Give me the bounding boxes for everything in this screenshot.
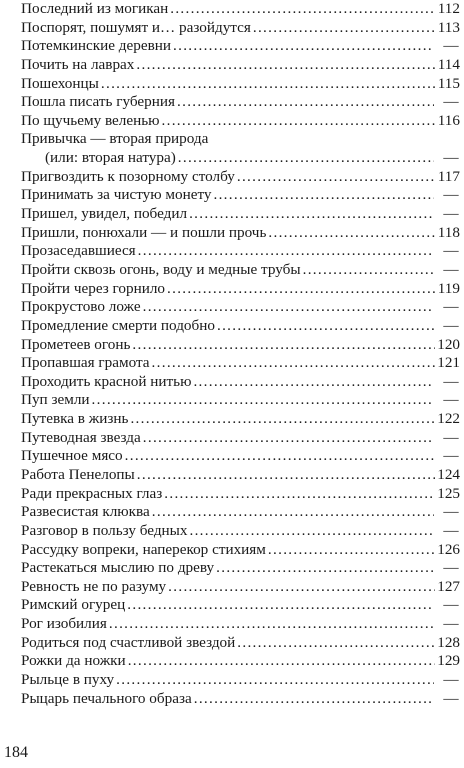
toc-entry [21, 242, 460, 261]
dot-leader [217, 317, 434, 336]
toc-entry [21, 429, 460, 448]
toc-entry-title: Пошехонцы [21, 74, 99, 92]
toc-entry-title: Прокрустово ложе [21, 298, 141, 316]
dot-leader [216, 559, 434, 578]
toc-entry-title: Путевка в жизнь [21, 410, 129, 428]
toc-entry-page: 128 [437, 633, 460, 651]
toc-entry [21, 317, 460, 336]
toc-entry-title: (или: вторая натура) [45, 149, 176, 167]
dot-leader [127, 596, 434, 615]
toc-entry [21, 19, 460, 38]
toc-entry [21, 336, 460, 355]
toc-entry-page: 126 [437, 540, 460, 558]
dot-leader [136, 56, 435, 75]
dot-leader [268, 224, 435, 243]
toc-entry [21, 0, 460, 19]
toc-entry-title: Рожки да ножки [21, 652, 126, 670]
toc-entry-title: Пошла писать губерния [21, 93, 175, 111]
toc-entry-page: 124 [437, 466, 460, 483]
dot-leader [173, 37, 434, 56]
toc-entry-page: 119 [437, 279, 460, 297]
toc-entry-title: Рыльце в пуху [21, 671, 115, 689]
toc-entry-title: Растекаться мыслию по древу [21, 559, 215, 577]
toc-entry-title: Пройти через горнило [21, 279, 166, 297]
toc-entry [21, 354, 460, 373]
toc-entry [21, 410, 460, 429]
toc-entry [21, 93, 460, 112]
toc-entry-title: Поспорят, пошумят и… разойдутся [21, 18, 251, 36]
toc-entry-page: — [443, 521, 459, 539]
dot-leader [237, 634, 435, 653]
dot-leader [170, 0, 436, 19]
dot-leader [194, 690, 434, 709]
toc-entry-page: — [443, 298, 459, 316]
toc-entry [21, 186, 460, 205]
toc-entry-title: Пропавшая грамота [21, 354, 150, 372]
toc-entry-page: — [443, 689, 459, 707]
dot-leader [92, 391, 434, 410]
toc-entry-page: 117 [437, 167, 460, 185]
toc-entry [21, 149, 460, 168]
dot-leader [167, 280, 436, 299]
toc-entry [21, 130, 460, 149]
toc-entry-page: 125 [437, 484, 460, 502]
toc-entry [21, 447, 460, 466]
dot-leader [162, 112, 436, 131]
toc-entry-page: — [443, 428, 459, 446]
toc-entry-title: Потемкинские деревни [21, 37, 171, 55]
toc-entry-title: Пушечное мясо [21, 447, 123, 465]
table-of-contents [21, 0, 460, 708]
toc-entry-title: Пройти сквозь огонь, воду и медные трубы [21, 260, 301, 278]
toc-entry [21, 37, 460, 56]
toc-entry [21, 615, 460, 634]
dot-leader [138, 242, 434, 261]
toc-entry [21, 597, 460, 616]
dot-leader [237, 168, 436, 187]
toc-entry-title: Ради прекрасных глаз [21, 484, 163, 502]
toc-entry [21, 522, 460, 541]
toc-entry [21, 578, 460, 597]
dot-leader [268, 541, 435, 560]
dot-leader [253, 19, 436, 38]
dot-leader [152, 503, 434, 522]
toc-entry-page: — [443, 372, 459, 390]
page-number: 184 [4, 744, 28, 761]
toc-entry-page: 121 [437, 354, 460, 372]
toc-entry-title: Проходить красной нитью [21, 372, 192, 390]
toc-entry [21, 112, 460, 131]
toc-entry-title: Последний из могикан [21, 0, 169, 17]
toc-entry-title: Разговор в пользу бедных [21, 521, 188, 539]
toc-entry [21, 298, 460, 317]
toc-entry-title: Родиться под счастливой звездой [21, 633, 236, 651]
dot-leader [189, 205, 434, 224]
toc-entry [21, 168, 460, 187]
toc-entry [21, 690, 460, 709]
toc-entry-title: Путеводная звезда [21, 428, 141, 446]
toc-entry-page: — [443, 615, 459, 633]
toc-entry-title: Пришли, понюхали — и пошли прочь [21, 223, 267, 241]
toc-entry-title: Рог изобилия [21, 615, 107, 633]
dot-leader [137, 466, 435, 485]
toc-entry-page: 114 [437, 55, 460, 73]
toc-entry-page: — [443, 559, 459, 577]
dot-leader [213, 186, 434, 205]
toc-entry-title: Привычка — вторая природа [21, 130, 209, 148]
toc-entry-title: Римский огурец [21, 596, 126, 614]
toc-entry-title: Развесистая клюква [21, 503, 150, 521]
toc-entry-page: — [443, 671, 459, 689]
toc-entry-title: Ревность не по разуму [21, 577, 167, 595]
toc-entry [21, 391, 460, 410]
dot-leader [178, 149, 434, 168]
dot-leader [130, 410, 435, 429]
toc-entry [21, 224, 460, 243]
toc-entry-title: Прозаседавшиеся [21, 242, 136, 260]
toc-entry [21, 466, 460, 485]
toc-entry [21, 75, 460, 94]
dot-leader [152, 354, 436, 373]
dot-leader [132, 336, 435, 355]
toc-entry-page: — [443, 316, 459, 334]
toc-entry-page: 120 [437, 335, 460, 353]
toc-entry-page: 116 [437, 111, 460, 129]
toc-entry-page: — [443, 186, 459, 204]
toc-entry-page: 122 [437, 410, 460, 428]
toc-entry-page: 112 [437, 0, 460, 17]
toc-entry-title: Работа Пенелопы [21, 466, 135, 483]
toc-entry [21, 541, 460, 560]
dot-leader [116, 671, 434, 690]
toc-entry-title: По щучьему веленью [21, 111, 160, 129]
toc-entry [21, 485, 460, 504]
toc-entry [21, 261, 460, 280]
dot-leader [143, 298, 434, 317]
toc-entry-page: 115 [437, 74, 460, 92]
toc-entry-page: — [443, 391, 459, 409]
toc-entry-title: Пригвоздить к позорному столбу [21, 167, 235, 185]
toc-entry [21, 373, 460, 392]
toc-entry-title: Рассудку вопреки, наперекор стихиям [21, 540, 266, 558]
toc-entry-title: Принимать за чистую монету [21, 186, 212, 204]
toc-entry-title: Промедление смерти подобно [21, 316, 215, 334]
toc-entry-page: — [443, 447, 459, 465]
toc-entry [21, 280, 460, 299]
dot-leader [125, 447, 434, 466]
dot-leader [109, 615, 434, 634]
dot-leader [193, 373, 434, 392]
toc-entry-title: Почить на лаврах [21, 55, 135, 73]
toc-entry-page: 129 [437, 652, 460, 670]
toc-entry [21, 634, 460, 653]
dot-leader [143, 429, 434, 448]
dot-leader [189, 522, 434, 541]
dot-leader [168, 578, 435, 597]
dot-leader [128, 652, 436, 671]
toc-entry-title: Пуп земли [21, 391, 90, 409]
toc-entry-title: Прометеев огонь [21, 335, 131, 353]
toc-entry-title: Пришел, увидел, победил [21, 205, 188, 223]
dot-leader [101, 75, 436, 94]
dot-leader [303, 261, 434, 280]
toc-entry-title: Рыцарь печального образа [21, 689, 192, 707]
toc-entry-page: — [443, 260, 459, 278]
toc-entry-page: 118 [437, 223, 460, 241]
toc-entry-page: — [443, 242, 459, 260]
toc-entry [21, 205, 460, 224]
toc-entry-page: — [443, 205, 459, 223]
toc-entry [21, 559, 460, 578]
toc-entry-page: 127 [437, 577, 460, 595]
toc-entry [21, 503, 460, 522]
toc-entry-page: 113 [437, 18, 460, 36]
toc-entry-page: — [443, 503, 459, 521]
toc-entry [21, 671, 460, 690]
dot-leader [177, 93, 434, 112]
toc-entry-page: — [443, 596, 459, 614]
toc-entry-page: — [443, 149, 459, 167]
dot-leader [164, 485, 435, 504]
toc-entry [21, 56, 460, 75]
toc-entry-page: — [443, 93, 459, 111]
toc-entry [21, 652, 460, 671]
toc-entry-page: — [443, 37, 459, 55]
